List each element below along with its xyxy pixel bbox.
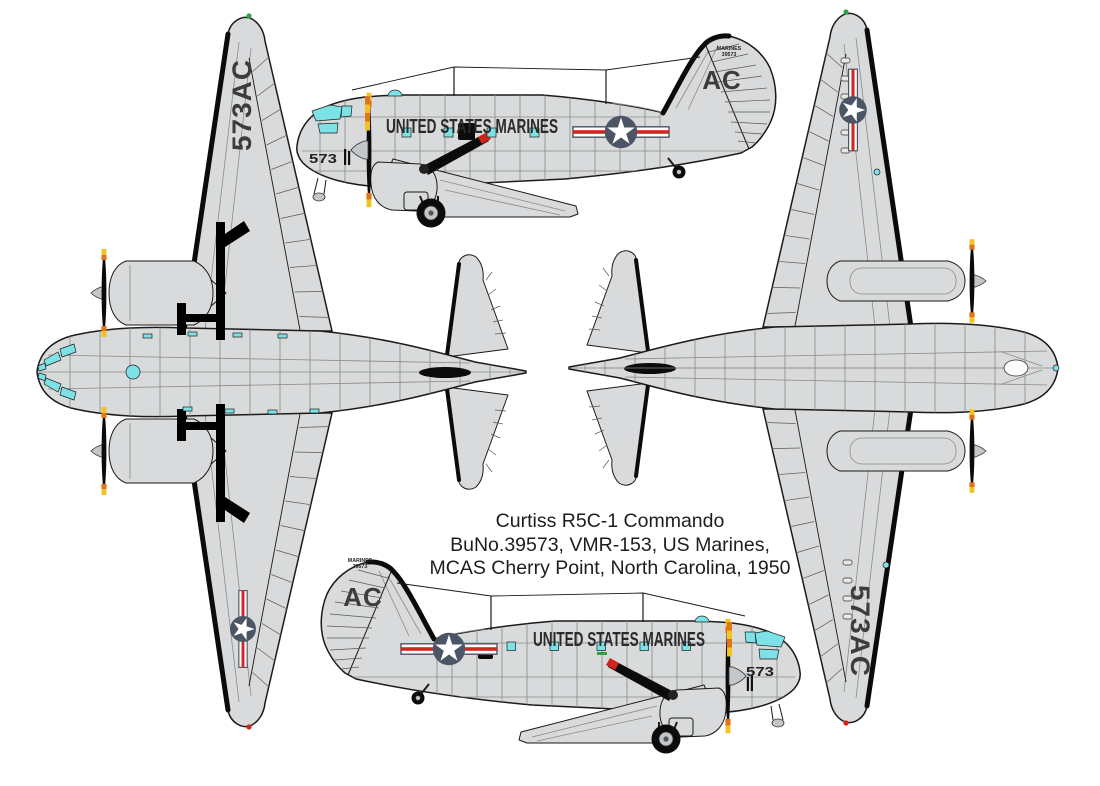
wing-code-text: 573AC	[227, 61, 257, 151]
wing-landing-light	[883, 562, 889, 568]
view-left-profile	[297, 36, 776, 228]
view-right-profile	[321, 558, 800, 754]
tail-code-text: AC	[702, 65, 742, 95]
nose-nav-light	[1053, 365, 1059, 371]
nose-number-text: 573	[746, 664, 774, 679]
astrodome	[126, 365, 140, 379]
fin-serial-text: 39573	[721, 52, 737, 58]
caption-block	[380, 510, 840, 581]
profile-airframe-mirrored	[321, 562, 800, 754]
fin-serial-text: 39573	[352, 564, 368, 570]
nose-landing-light	[1004, 360, 1028, 376]
fuselage-title-text: UNITED STATES MARINES	[533, 628, 705, 651]
caption-line-3: MCAS Cherry Point, North Carolina, 1950	[429, 557, 791, 579]
door-marking	[597, 652, 607, 655]
fin-service-text: MARINES	[347, 558, 373, 564]
wing-landing-light	[874, 169, 880, 175]
tail-code-text: AC	[343, 582, 383, 612]
wing-code-text: 573AC	[845, 585, 875, 675]
fuselage-title-text: UNITED STATES MARINES	[386, 115, 558, 138]
caption-line-2: BuNo.39573, VMR-153, US Marines,	[450, 533, 770, 556]
caption-line-1: Curtiss R5C-1 Commando	[495, 510, 725, 532]
fin-service-text: MARINES	[716, 46, 742, 52]
nose-number-text: 573	[309, 151, 337, 166]
